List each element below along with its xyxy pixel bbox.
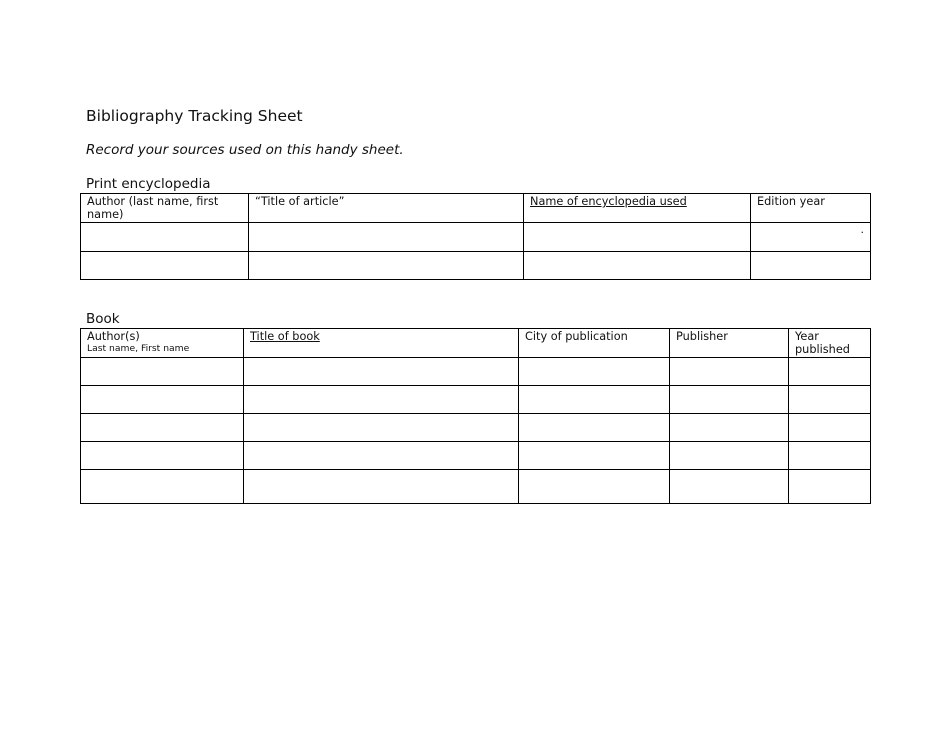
header-article-title: “Title of article”	[249, 194, 524, 223]
header-publisher: Publisher	[670, 329, 789, 358]
table-cell[interactable]	[81, 223, 249, 252]
table-row	[81, 414, 871, 442]
table-header-row	[81, 329, 871, 358]
header-author: Author (last name, first name)	[81, 194, 249, 223]
table-cell[interactable]	[519, 414, 670, 442]
table-cell[interactable]	[519, 358, 670, 386]
table-cell[interactable]	[751, 252, 871, 280]
table-cell[interactable]	[670, 358, 789, 386]
header-book-title: Title of book	[244, 329, 519, 358]
table-cell[interactable]	[244, 470, 519, 504]
page-title: Bibliography Tracking Sheet	[86, 107, 303, 125]
book-section-label: Book	[86, 311, 120, 327]
encyclopedia-table	[80, 193, 871, 280]
table-cell[interactable]	[81, 414, 244, 442]
header-edition-year: Edition year	[751, 194, 871, 223]
table-cell[interactable]	[244, 442, 519, 470]
table-row	[81, 358, 871, 386]
table-cell[interactable]	[670, 470, 789, 504]
header-authors	[81, 329, 244, 358]
table-cell[interactable]	[81, 386, 244, 414]
table-cell[interactable]	[81, 358, 244, 386]
table-cell[interactable]	[789, 414, 871, 442]
table-cell[interactable]	[751, 223, 871, 252]
table-cell[interactable]	[244, 386, 519, 414]
table-header-row	[81, 194, 871, 223]
table-cell[interactable]	[249, 252, 524, 280]
table-cell[interactable]	[670, 414, 789, 442]
header-year-published: Year published	[789, 329, 871, 358]
page-subtitle: Record your sources used on this handy sheet.	[86, 142, 404, 158]
table-cell[interactable]	[249, 223, 524, 252]
table-cell[interactable]	[670, 442, 789, 470]
table-cell[interactable]	[670, 386, 789, 414]
table-cell[interactable]	[81, 442, 244, 470]
table-cell[interactable]	[524, 252, 751, 280]
table-cell[interactable]	[244, 358, 519, 386]
book-table	[80, 328, 871, 504]
header-authors-subheader: Last name, First name	[87, 343, 190, 354]
table-cell[interactable]	[519, 442, 670, 470]
encyclopedia-section-label: Print encyclopedia	[86, 176, 211, 192]
table-row	[81, 223, 871, 252]
table-row	[81, 442, 871, 470]
table-cell[interactable]	[789, 386, 871, 414]
header-encyclopedia-name: Name of encyclopedia used	[524, 194, 751, 223]
header-authors-label: Author(s)	[87, 330, 140, 343]
table-cell[interactable]	[244, 414, 519, 442]
table-row	[81, 252, 871, 280]
table-row	[81, 470, 871, 504]
table-cell[interactable]	[81, 470, 244, 504]
table-cell[interactable]	[789, 470, 871, 504]
table-cell[interactable]	[789, 442, 871, 470]
table-cell[interactable]	[524, 223, 751, 252]
row-marker: .	[860, 223, 864, 236]
table-cell[interactable]	[519, 386, 670, 414]
table-row	[81, 386, 871, 414]
table-cell[interactable]	[789, 358, 871, 386]
header-city: City of publication	[519, 329, 670, 358]
table-cell[interactable]	[519, 470, 670, 504]
table-cell[interactable]	[81, 252, 249, 280]
